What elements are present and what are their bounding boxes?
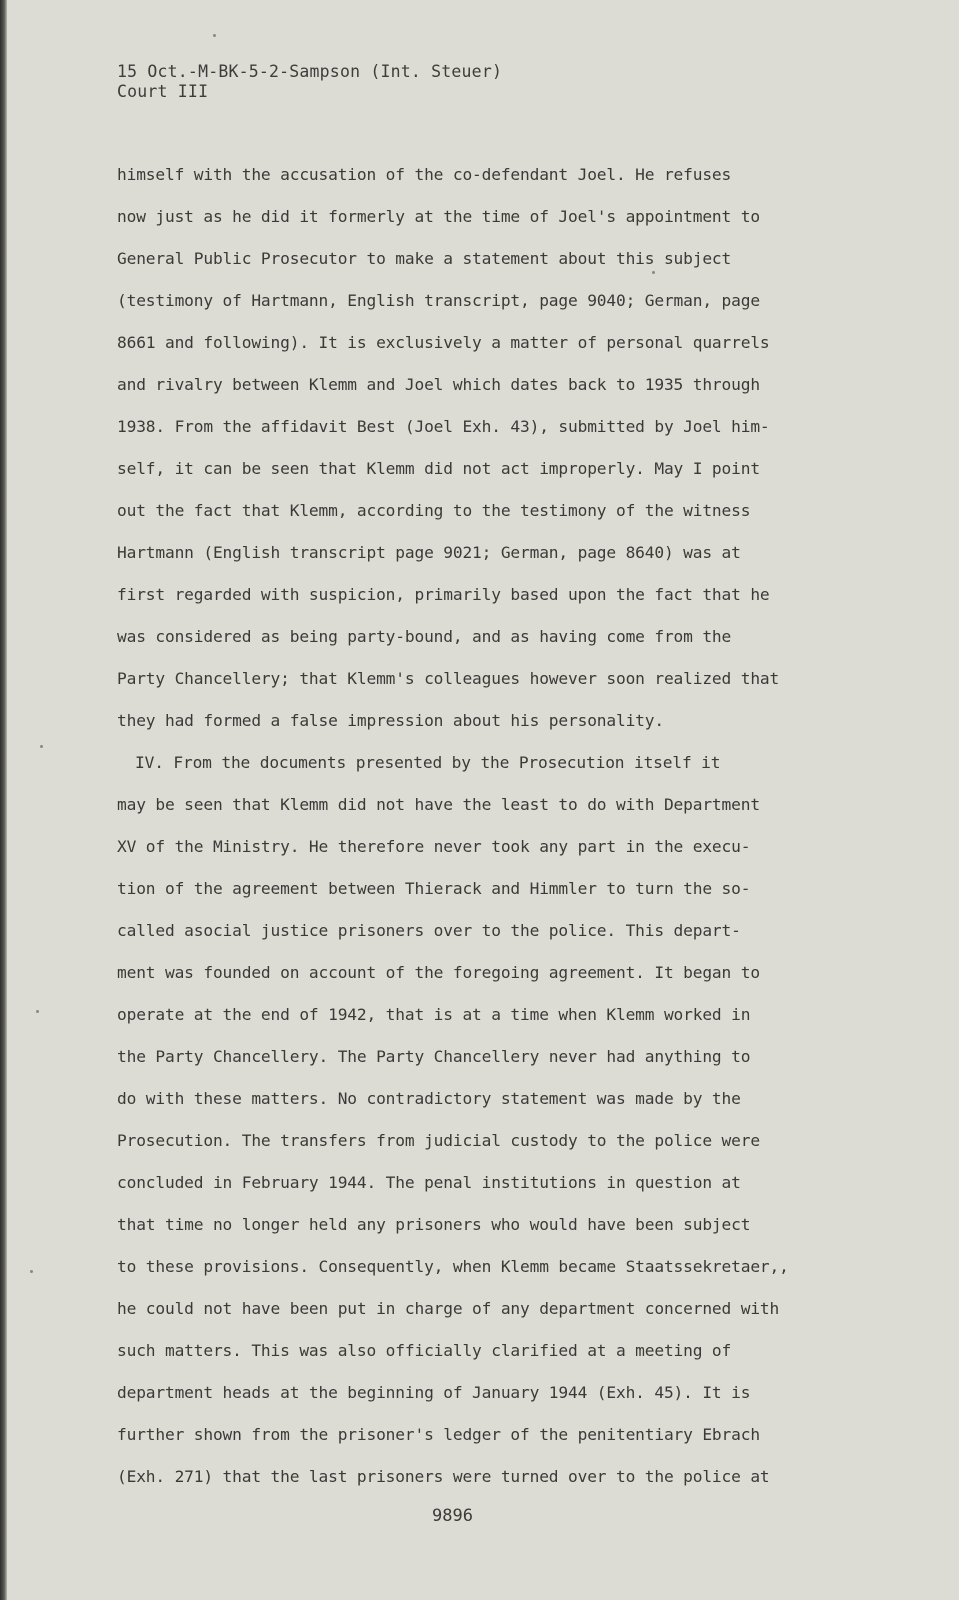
text-line: do with these matters. No contradictory statement was made by the [117, 1089, 741, 1108]
text-line: first regarded with suspicion, primarily based upon the fact that he [117, 585, 770, 604]
text-line: Hartmann (English transcript page 9021; German, page 8640) was at [117, 543, 741, 562]
text-line: they had formed a false impression about his personality. [117, 711, 664, 730]
text-line: tion of the agreement between Thierack and Himmler to turn the so- [117, 879, 751, 898]
scan-edge [0, 0, 7, 1600]
text-line: that time no longer held any prisoners who would have been subject [117, 1215, 751, 1234]
text-line: further shown from the prisoner's ledger of the penitentiary Ebrach [117, 1425, 760, 1444]
text-line: department heads at the beginning of January 1944 (Exh. 45). It is [117, 1383, 751, 1402]
text-line: was considered as being party-bound, and as having come from the [117, 627, 732, 646]
scan-speck [36, 1010, 39, 1013]
text-line: now just as he did it formerly at the time of Joel's appointment to [117, 207, 760, 226]
scan-speck [213, 34, 216, 37]
text-line: the Party Chancellery. The Party Chancellery never had anything to [117, 1047, 751, 1066]
text-line: such matters. This was also officially clarified at a meeting of [117, 1341, 732, 1360]
text-line: called asocial justice prisoners over to the police. This depart- [117, 921, 741, 940]
scan-speck [40, 745, 43, 748]
text-line: 8661 and following). It is exclusively a matter of personal quarrels [117, 333, 770, 352]
text-line: XV of the Ministry. He therefore never took any part in the execu- [117, 837, 751, 856]
header-line-2: Court III [117, 82, 209, 101]
text-line: Prosecution. The transfers from judicial custody to the police were [117, 1131, 760, 1150]
text-line: (testimony of Hartmann, English transcript, page 9040; German, page [117, 291, 760, 310]
text-line: he could not have been put in charge of any department concerned with [117, 1299, 780, 1318]
text-line: may be seen that Klemm did not have the least to do with Department [117, 795, 760, 814]
text-line: operate at the end of 1942, that is at a time when Klemm worked in [117, 1005, 751, 1024]
text-line: IV. From the documents presented by the Prosecution itself it [135, 753, 721, 772]
text-line: concluded in February 1944. The penal institutions in question at [117, 1173, 741, 1192]
text-line: to these provisions. Consequently, when Klemm became Staatssekretaer,, [117, 1257, 789, 1276]
text-line: (Exh. 271) that the last prisoners were turned over to the police at [117, 1467, 770, 1486]
text-line: ment was founded on account of the foregoing agreement. It began to [117, 963, 760, 982]
header-line-1: 15 Oct.-M-BK-5-2-Sampson (Int. Steuer) [117, 62, 503, 81]
text-line: 1938. From the affidavit Best (Joel Exh. 43), submitted by Joel him- [117, 417, 770, 436]
text-line: and rivalry between Klemm and Joel which dates back to 1935 through [117, 375, 760, 394]
text-line: General Public Prosecutor to make a statement about this subject [117, 249, 732, 268]
text-line: himself with the accusation of the co-defendant Joel. He refuses [117, 165, 732, 184]
page-number: 9896 [432, 1506, 473, 1526]
document-header [117, 62, 502, 102]
scan-speck [652, 271, 655, 274]
text-line: self, it can be seen that Klemm did not act improperly. May I point [117, 459, 760, 478]
text-line: out the fact that Klemm, according to the testimony of the witness [117, 501, 751, 520]
text-line: Party Chancellery; that Klemm's colleagues however soon realized that [117, 669, 780, 688]
scan-speck [30, 1270, 33, 1273]
